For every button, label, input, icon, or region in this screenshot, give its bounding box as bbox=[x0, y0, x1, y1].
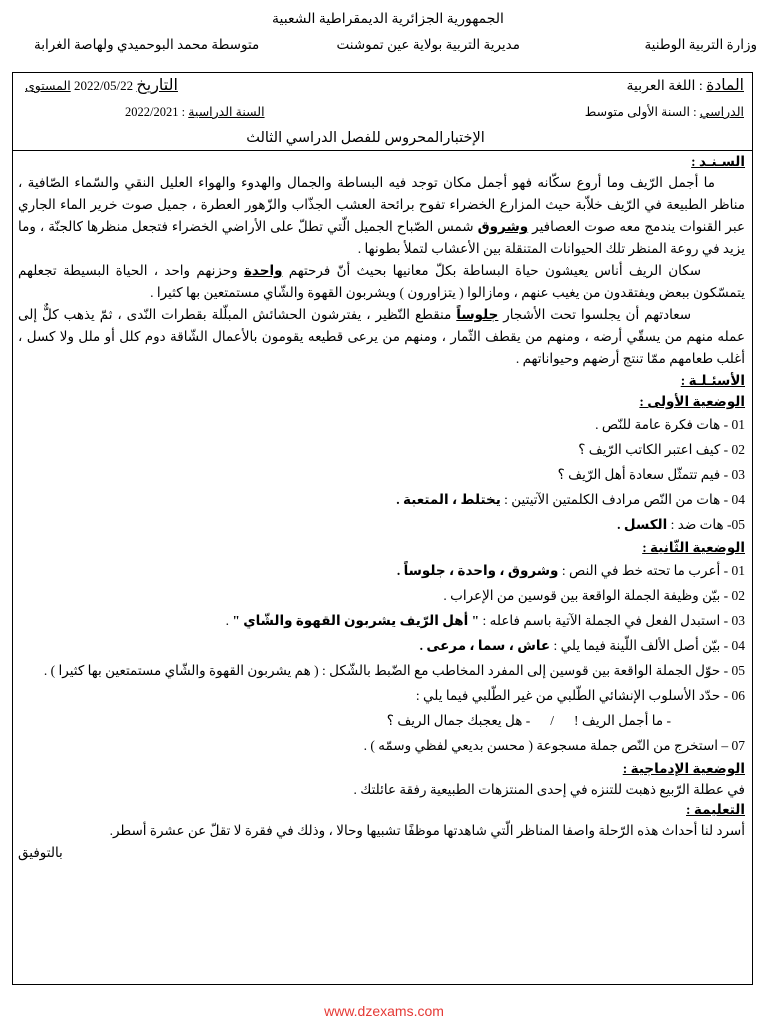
question-text-end: . bbox=[225, 613, 229, 628]
integration-heading: الوضعية الإدماجية : bbox=[622, 761, 745, 776]
subject-label: المادة bbox=[706, 77, 744, 94]
passage-text: منقطع النّظير ، يفترشون الحشائش المبلّلة بقطرات النّدى ، ثمّ يذهب كلٌّ إلى عمله منهم من يسقّي أرضه ، ومنهم من يقطف الثّمار ، ومنهم من يرعى قطيعه يقومون بالأعمال الشّاقة دوم كلل أو ملل ولا كسل ، أغلب طعامهم ممّا تنتج أرضهم وحيواناتهم . bbox=[18, 307, 745, 366]
passage-text: وحزنهم واحد ، الحياة البسيطة تجعلهم يتمسّكون ببعض ويفتقدون من يغيب عنهم ، ومازالوا ( يتزاورون ) ويشربون القهوة والشّاي مستمتعين بها كثيرا . bbox=[18, 263, 745, 300]
level-label-start: المستوى bbox=[25, 79, 71, 93]
question-item bbox=[18, 512, 745, 537]
underlined-word: وشروق bbox=[477, 219, 529, 234]
underlined-word: جلوساً bbox=[456, 307, 499, 322]
question-item bbox=[18, 608, 745, 633]
subject-field bbox=[627, 75, 744, 98]
question-item bbox=[18, 412, 745, 437]
question-text: 05- هات ضد : bbox=[670, 517, 745, 532]
question-bold-quote: " أهل الرّيف يشربون القهوة والشّاي " bbox=[232, 613, 480, 628]
question-item bbox=[18, 583, 745, 608]
underlined-word: واحدة bbox=[243, 263, 283, 278]
passage-text: سعادتهم أن يجلسوا تحت الأشجار bbox=[503, 307, 692, 322]
passage-paragraph-1 bbox=[18, 172, 745, 260]
level-value: : السنة الأولى متوسط bbox=[584, 105, 697, 119]
passage-text: سكان الريف أناس يعيشون حياة البساطة بكلّ معانيها بحيث أنّ فرحتهم bbox=[288, 263, 702, 278]
question-item bbox=[18, 633, 745, 658]
situation-1-heading: الوضعية الأولى : bbox=[639, 394, 745, 409]
question-item bbox=[18, 558, 745, 583]
question-item bbox=[18, 658, 745, 683]
website-watermark: www.dzexams.com bbox=[324, 1003, 444, 1019]
question-text: 04 - هات من النّص مرادف الكلمتين الآتيتين : bbox=[504, 492, 745, 507]
date-value: 2022/05/22 bbox=[73, 78, 134, 93]
option-exclamative: - ما أجمل الريف ! bbox=[573, 713, 671, 728]
instruction-heading: التعليمة : bbox=[686, 802, 745, 817]
passage-paragraph-3 bbox=[18, 304, 745, 370]
question-bold-words: عاش ، سما ، مرعى . bbox=[419, 638, 551, 653]
question-item bbox=[18, 733, 745, 758]
question-text: 03 - استبدل الفعل في الجملة الآتية باسم فاعله : bbox=[482, 613, 745, 628]
subject-value: : اللغة العربية bbox=[626, 79, 703, 94]
integration-prompt: في عطلة الرّبيع ذهبت للتنزه في إحدى المنتزهات الطبيعية رفقة عائلتك . bbox=[353, 782, 745, 797]
exam-title: الإختبارالمحروس للفصل الدراسي الثالث bbox=[246, 130, 485, 146]
passage-text: ما أجمل الرّيف وما أروع سكّانه فهو أجمل مكان توجد فيه البساطة والجمال والهدوء والهواء العليل النقي والسّماء الصّافية ، مناظر الطبيعة في الرّيف خلاّبة حيث المزارع الخضراء تفوح برائحة العشب الجذّاب والزّهور العطرة ، جميل صوت خرير الماء الجاري عبر القنوات يندمج معه صوت العصافير bbox=[18, 175, 746, 234]
option-interrogative: - هل يعجبك جمال الريف ؟ bbox=[386, 713, 531, 728]
question-item bbox=[18, 462, 745, 487]
question-text: 01 - أعرب ما تحته خط في النص : bbox=[561, 563, 745, 578]
exam-body bbox=[13, 151, 752, 864]
date-field bbox=[25, 75, 178, 97]
question-text: 03 - فيم تتمثّل سعادة أهل الرّيف ؟ bbox=[557, 467, 745, 482]
question-text: 07 – استخرج من النّص جملة مسجوعة ( محسن بديعي لفظي وسمّه ) . bbox=[363, 738, 745, 753]
situation-2-heading: الوضعية الثّانية : bbox=[642, 540, 745, 555]
question-bold-words: الكسل . bbox=[617, 517, 668, 532]
text-section-heading: السـنـد : bbox=[691, 154, 745, 169]
date-label: التاريخ bbox=[136, 77, 178, 94]
question-bold-words: وشروق ، واحدة ، جلوساً . bbox=[396, 563, 559, 578]
exam-info-area bbox=[13, 73, 752, 151]
school-year-label: السنة الدراسية bbox=[188, 105, 265, 119]
question-bold-words: يختلط ، المتعبة . bbox=[396, 492, 501, 507]
question-text: 04 - بيّن أصل الألف اللّينة فيما يلي : bbox=[553, 638, 745, 653]
question-6-options bbox=[18, 708, 745, 733]
ministry-name: وزارة التربية الوطنية bbox=[644, 37, 757, 52]
questions-heading: الأسئـلـة : bbox=[680, 373, 745, 388]
school-year-field bbox=[125, 101, 265, 123]
question-text: 02 - كيف اعتبر الكاتب الرّيف ؟ bbox=[578, 442, 745, 457]
closing-wish: بالتوفيق bbox=[18, 845, 63, 860]
school-name: متوسطة محمد البوحميدي ولهاصة الغرابة bbox=[34, 37, 260, 52]
question-item bbox=[18, 437, 745, 462]
question-text: 05 - حوّل الجملة الواقعة بين قوسين إلى المفرد المخاطب مع الضّبط بالشّكل : ( هم يشربون القهوة والشّاي مستمتعين بها كثيرا ) . bbox=[43, 663, 745, 678]
instruction-text: أسرد لنا أحداث هذه الرّحلة واصفا المناظر الّتي شاهدتها موظفًا تشبيها وحالا ، وذلك في فقرة لا تقلّ عن عشرة أسطر. bbox=[109, 823, 745, 838]
question-text: 01 - هات فكرة عامة للنّص . bbox=[595, 417, 745, 432]
level-label-end: الدراسي bbox=[699, 105, 744, 119]
option-separator: / bbox=[550, 713, 554, 728]
republic-header: الجمهورية الجزائرية الديمقراطية الشعبية bbox=[272, 12, 504, 27]
directorate-name: مديرية التربية بولاية عين تموشنت bbox=[336, 37, 520, 52]
school-year-value: : 2022/2021 bbox=[125, 105, 186, 119]
passage-paragraph-2 bbox=[18, 260, 745, 304]
level-field bbox=[585, 101, 744, 123]
question-text: 02 - بيّن وظيفة الجملة الواقعة بين قوسين من الإعراب . bbox=[443, 588, 745, 603]
exam-frame bbox=[12, 72, 753, 985]
question-item bbox=[18, 487, 745, 512]
question-item bbox=[18, 683, 745, 708]
passage-text: شمس الصّباح الجميل الّتي تطلّ على الأراضي الخضراء فتجعل منظرها كالجنّة ، وما يزيد في روعة المنظر تلك الحيوانات المتنقلة بين الأعشاب لتملأ بطونها . bbox=[18, 219, 745, 256]
question-text: 06 - حدّد الأسلوب الإنشائي الطّلبي من غير الطّلبي فيما يلي : bbox=[415, 688, 745, 703]
